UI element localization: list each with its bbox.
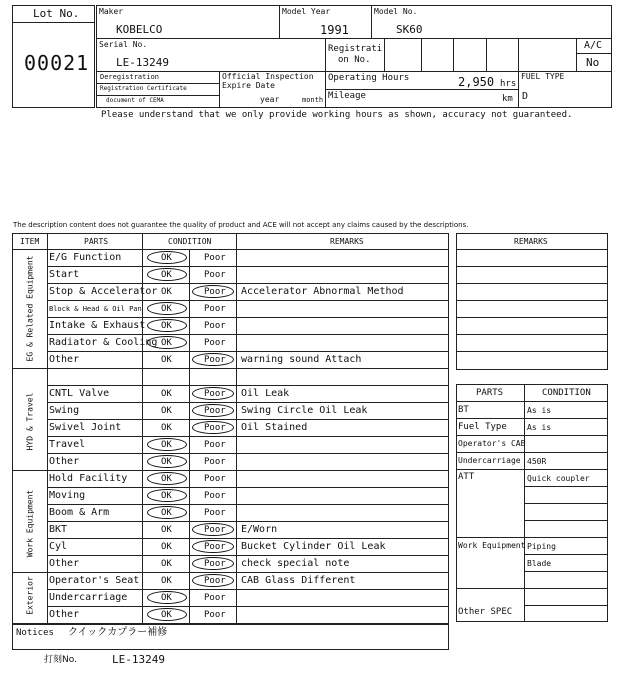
ok-option: OK [161, 304, 172, 314]
disclaimer: The description content does not guarantee the quality of product and ACE will not accept any claims caused by the descriptions. [13, 221, 469, 229]
selected-condition-circle [147, 455, 187, 468]
remark-text: Accelerator Abnormal Method [241, 286, 404, 297]
poor-option: Poor [204, 474, 226, 484]
side-remarks-table [456, 233, 608, 370]
poor-option: Poor [204, 576, 226, 586]
registration-label-1: Registrati [328, 44, 383, 54]
selected-condition-circle [147, 506, 187, 519]
ok-option: OK [161, 576, 172, 586]
ok-option: OK [161, 559, 172, 569]
selected-condition-circle [192, 540, 234, 553]
part-label: Other [49, 456, 80, 467]
model-year-label: Model Year [282, 7, 331, 16]
selected-condition-circle [192, 523, 234, 536]
poor-option: Poor [204, 406, 226, 416]
selected-condition-circle [192, 421, 234, 434]
col-parts-header: PARTS [84, 237, 109, 246]
poor-option: Poor [204, 508, 226, 518]
part-label: Operator's Seat [49, 575, 140, 586]
side-part-bt: BT [458, 405, 469, 415]
ok-option: OK [161, 593, 172, 603]
selected-condition-circle [147, 489, 187, 502]
poor-option: Poor [204, 525, 226, 535]
table-row [12, 385, 449, 402]
part-label: Other [49, 558, 80, 569]
part-label: E/G Function [49, 252, 122, 263]
selected-condition-circle [192, 387, 234, 400]
poor-option: Poor [204, 610, 226, 620]
table-row [12, 351, 449, 368]
table-row [12, 266, 449, 283]
side-remarks-header: REMARKS [514, 237, 548, 246]
km-unit: km [502, 94, 513, 104]
part-label: Start [49, 269, 80, 280]
poor-option: Poor [204, 457, 226, 467]
ok-option: OK [161, 491, 172, 501]
ok-option: OK [161, 542, 172, 552]
table-row [12, 283, 449, 300]
ac-label: A/C [584, 40, 603, 51]
part-label: Cyl [49, 541, 68, 552]
ok-option: OK [161, 338, 172, 348]
selected-condition-circle [147, 472, 187, 485]
part-label: Moving [49, 490, 86, 501]
notices-text: クイックカプラー補修 [68, 627, 168, 638]
serial-no-value: LE-13249 [116, 56, 169, 69]
part-label: Radiator & Cooling [49, 337, 158, 348]
side-cond-bt: As is [527, 406, 552, 415]
selected-condition-circle [192, 353, 234, 366]
selected-condition-circle [147, 438, 187, 451]
maker-label: Maker [99, 7, 124, 16]
model-year-value: 1991 [320, 23, 349, 37]
part-label: Travel [49, 439, 86, 450]
poor-option: Poor [204, 287, 226, 297]
poor-option: Poor [204, 440, 226, 450]
side-part-other-spec: Other SPEC [458, 607, 513, 617]
side-cond-blade: Blade [527, 559, 552, 568]
side-cond-work: Piping [527, 542, 556, 551]
table-row [12, 436, 449, 453]
table-row [12, 470, 449, 487]
col-item-header: ITEM [20, 237, 40, 246]
table-row [12, 589, 449, 606]
part-label: Hold Facility [49, 473, 128, 484]
condition-table [12, 233, 449, 650]
side-part-fuel: Fuel Type [458, 422, 507, 432]
poor-option: Poor [204, 270, 226, 280]
poor-option: Poor [204, 593, 226, 603]
poor-option: Poor [204, 338, 226, 348]
table-row [12, 317, 449, 334]
remark-text: Bucket Cylinder Oil Leak [241, 541, 386, 552]
remark-text: Oil Leak [241, 388, 290, 399]
table-row [12, 334, 449, 351]
hours-notice: Please understand that we only provide working hours as shown, accuracy not guaranteed. [101, 110, 573, 120]
remark-text: Swing Circle Oil Leak [241, 405, 368, 416]
table-row [12, 453, 449, 470]
inspection-label-1: Official Inspection [222, 72, 314, 81]
side-cond-att: Quick coupler [527, 474, 590, 483]
part-label: Intake & Exhaust [49, 320, 146, 331]
table-row [12, 572, 449, 589]
remark-text: check special note [241, 558, 350, 569]
operating-hours-label: Operating Hours [328, 73, 410, 83]
selected-condition-circle [147, 302, 187, 315]
group-label-work: Work Equipment [25, 489, 35, 558]
maker-value: KOBELCO [116, 23, 163, 36]
table-row [12, 402, 449, 419]
selected-condition-circle [147, 251, 187, 264]
table-row [12, 368, 449, 385]
ok-option: OK [161, 287, 172, 297]
selected-condition-circle [192, 574, 234, 587]
ok-option: OK [161, 389, 172, 399]
ok-option: OK [161, 406, 172, 416]
ok-option: OK [161, 270, 172, 280]
mileage-label: Mileage [328, 91, 366, 101]
selected-condition-circle [147, 268, 187, 281]
ok-option: OK [161, 440, 172, 450]
poor-option: Poor [204, 423, 226, 433]
model-no-value: SK60 [396, 23, 423, 36]
side-cond-fuel: As is [527, 423, 552, 432]
side-part-undercarriage: Undercarriage [458, 456, 521, 465]
poor-option: Poor [204, 389, 226, 399]
table-row [12, 300, 449, 317]
poor-option: Poor [204, 321, 226, 331]
selected-condition-circle [147, 336, 187, 349]
side-part-att: ATT [458, 472, 475, 482]
selected-condition-circle [147, 591, 187, 604]
side-condition-header: CONDITION [542, 388, 591, 398]
selected-condition-circle [147, 319, 187, 332]
ok-option: OK [161, 474, 172, 484]
hrs-unit: hrs [500, 79, 517, 89]
remark-text: Oil Stained [241, 422, 308, 433]
part-label: Boom & Arm [49, 507, 110, 518]
operating-hours-value: 2,950 [458, 75, 495, 89]
table-row [12, 249, 449, 266]
remark-text: CAB Glass Different [241, 575, 356, 586]
stamp-value: LE-13249 [112, 653, 165, 666]
fuel-type-label: FUEL TYPE [521, 72, 565, 81]
table-row [12, 521, 449, 538]
part-label: Undercarriage [49, 592, 128, 603]
ok-option: OK [161, 321, 172, 331]
serial-no-label: Serial No. [99, 40, 148, 49]
table-row [12, 606, 449, 623]
part-label: Swivel Joint [49, 422, 122, 433]
part-label: Stop & Accelerator [49, 286, 158, 297]
lot-no-value: 00021 [24, 51, 90, 75]
part-label: CNTL Valve [49, 388, 110, 399]
ok-option: OK [161, 508, 172, 518]
lot-no-label: Lot No. [33, 7, 80, 20]
part-label: BKT [49, 524, 68, 535]
table-row [12, 487, 449, 504]
ok-option: OK [161, 610, 172, 620]
table-row [12, 538, 449, 555]
deregistration-label: Deregistration [100, 73, 160, 81]
col-remarks-header: REMARKS [330, 237, 364, 246]
side-part-work: Work Equipment [458, 541, 526, 550]
group-label-exterior: Exterior [25, 576, 35, 615]
selected-condition-circle [192, 404, 234, 417]
notices-label: Notices [16, 628, 54, 638]
inspection-label-2: Expire Date [222, 81, 275, 90]
part-label: Block & Head & Oil Pan [49, 305, 142, 313]
table-row [12, 504, 449, 521]
remark-text: E/Worn [241, 524, 278, 535]
poor-option: Poor [204, 355, 226, 365]
table-row [12, 555, 449, 572]
poor-option: Poor [204, 542, 226, 552]
model-no-label: Model No. [374, 7, 418, 16]
part-label: Other [49, 354, 80, 365]
remark-text: warning sound Attach [241, 354, 362, 365]
ok-option: OK [161, 423, 172, 433]
side-parts-table [456, 384, 608, 622]
registration-certificate-label: Registration Certificate [100, 85, 187, 92]
poor-option: Poor [204, 304, 226, 314]
month-label: month [302, 96, 324, 104]
ok-option: OK [161, 253, 172, 263]
selected-condition-circle [192, 285, 234, 298]
year-label: year [260, 95, 280, 104]
ok-option: OK [161, 355, 172, 365]
poor-option: Poor [204, 253, 226, 263]
stamp-label: 打刻No. [44, 655, 77, 665]
ok-option: OK [161, 525, 172, 535]
side-parts-header: PARTS [476, 388, 504, 398]
selected-condition-circle [147, 608, 187, 621]
poor-option: Poor [204, 559, 226, 569]
group-label-hyd: HYD & Travel [25, 392, 35, 451]
selected-condition-circle [192, 557, 234, 570]
part-label: Swing [49, 405, 80, 416]
ac-value: No [586, 56, 600, 69]
side-part-cab: Operator's CAB [458, 439, 526, 448]
fuel-type-value: D [522, 91, 529, 102]
poor-option: Poor [204, 491, 226, 501]
document-cema-label: document of CEMA [106, 97, 164, 104]
ok-option: OK [161, 457, 172, 467]
table-row [12, 419, 449, 436]
side-cond-undercarriage: 450R [527, 457, 547, 466]
group-label-eg: EG & Related Equipment [25, 255, 35, 362]
registration-label-2: on No. [338, 55, 371, 65]
part-label: Other [49, 609, 80, 620]
col-condition-header: CONDITION [168, 237, 212, 246]
